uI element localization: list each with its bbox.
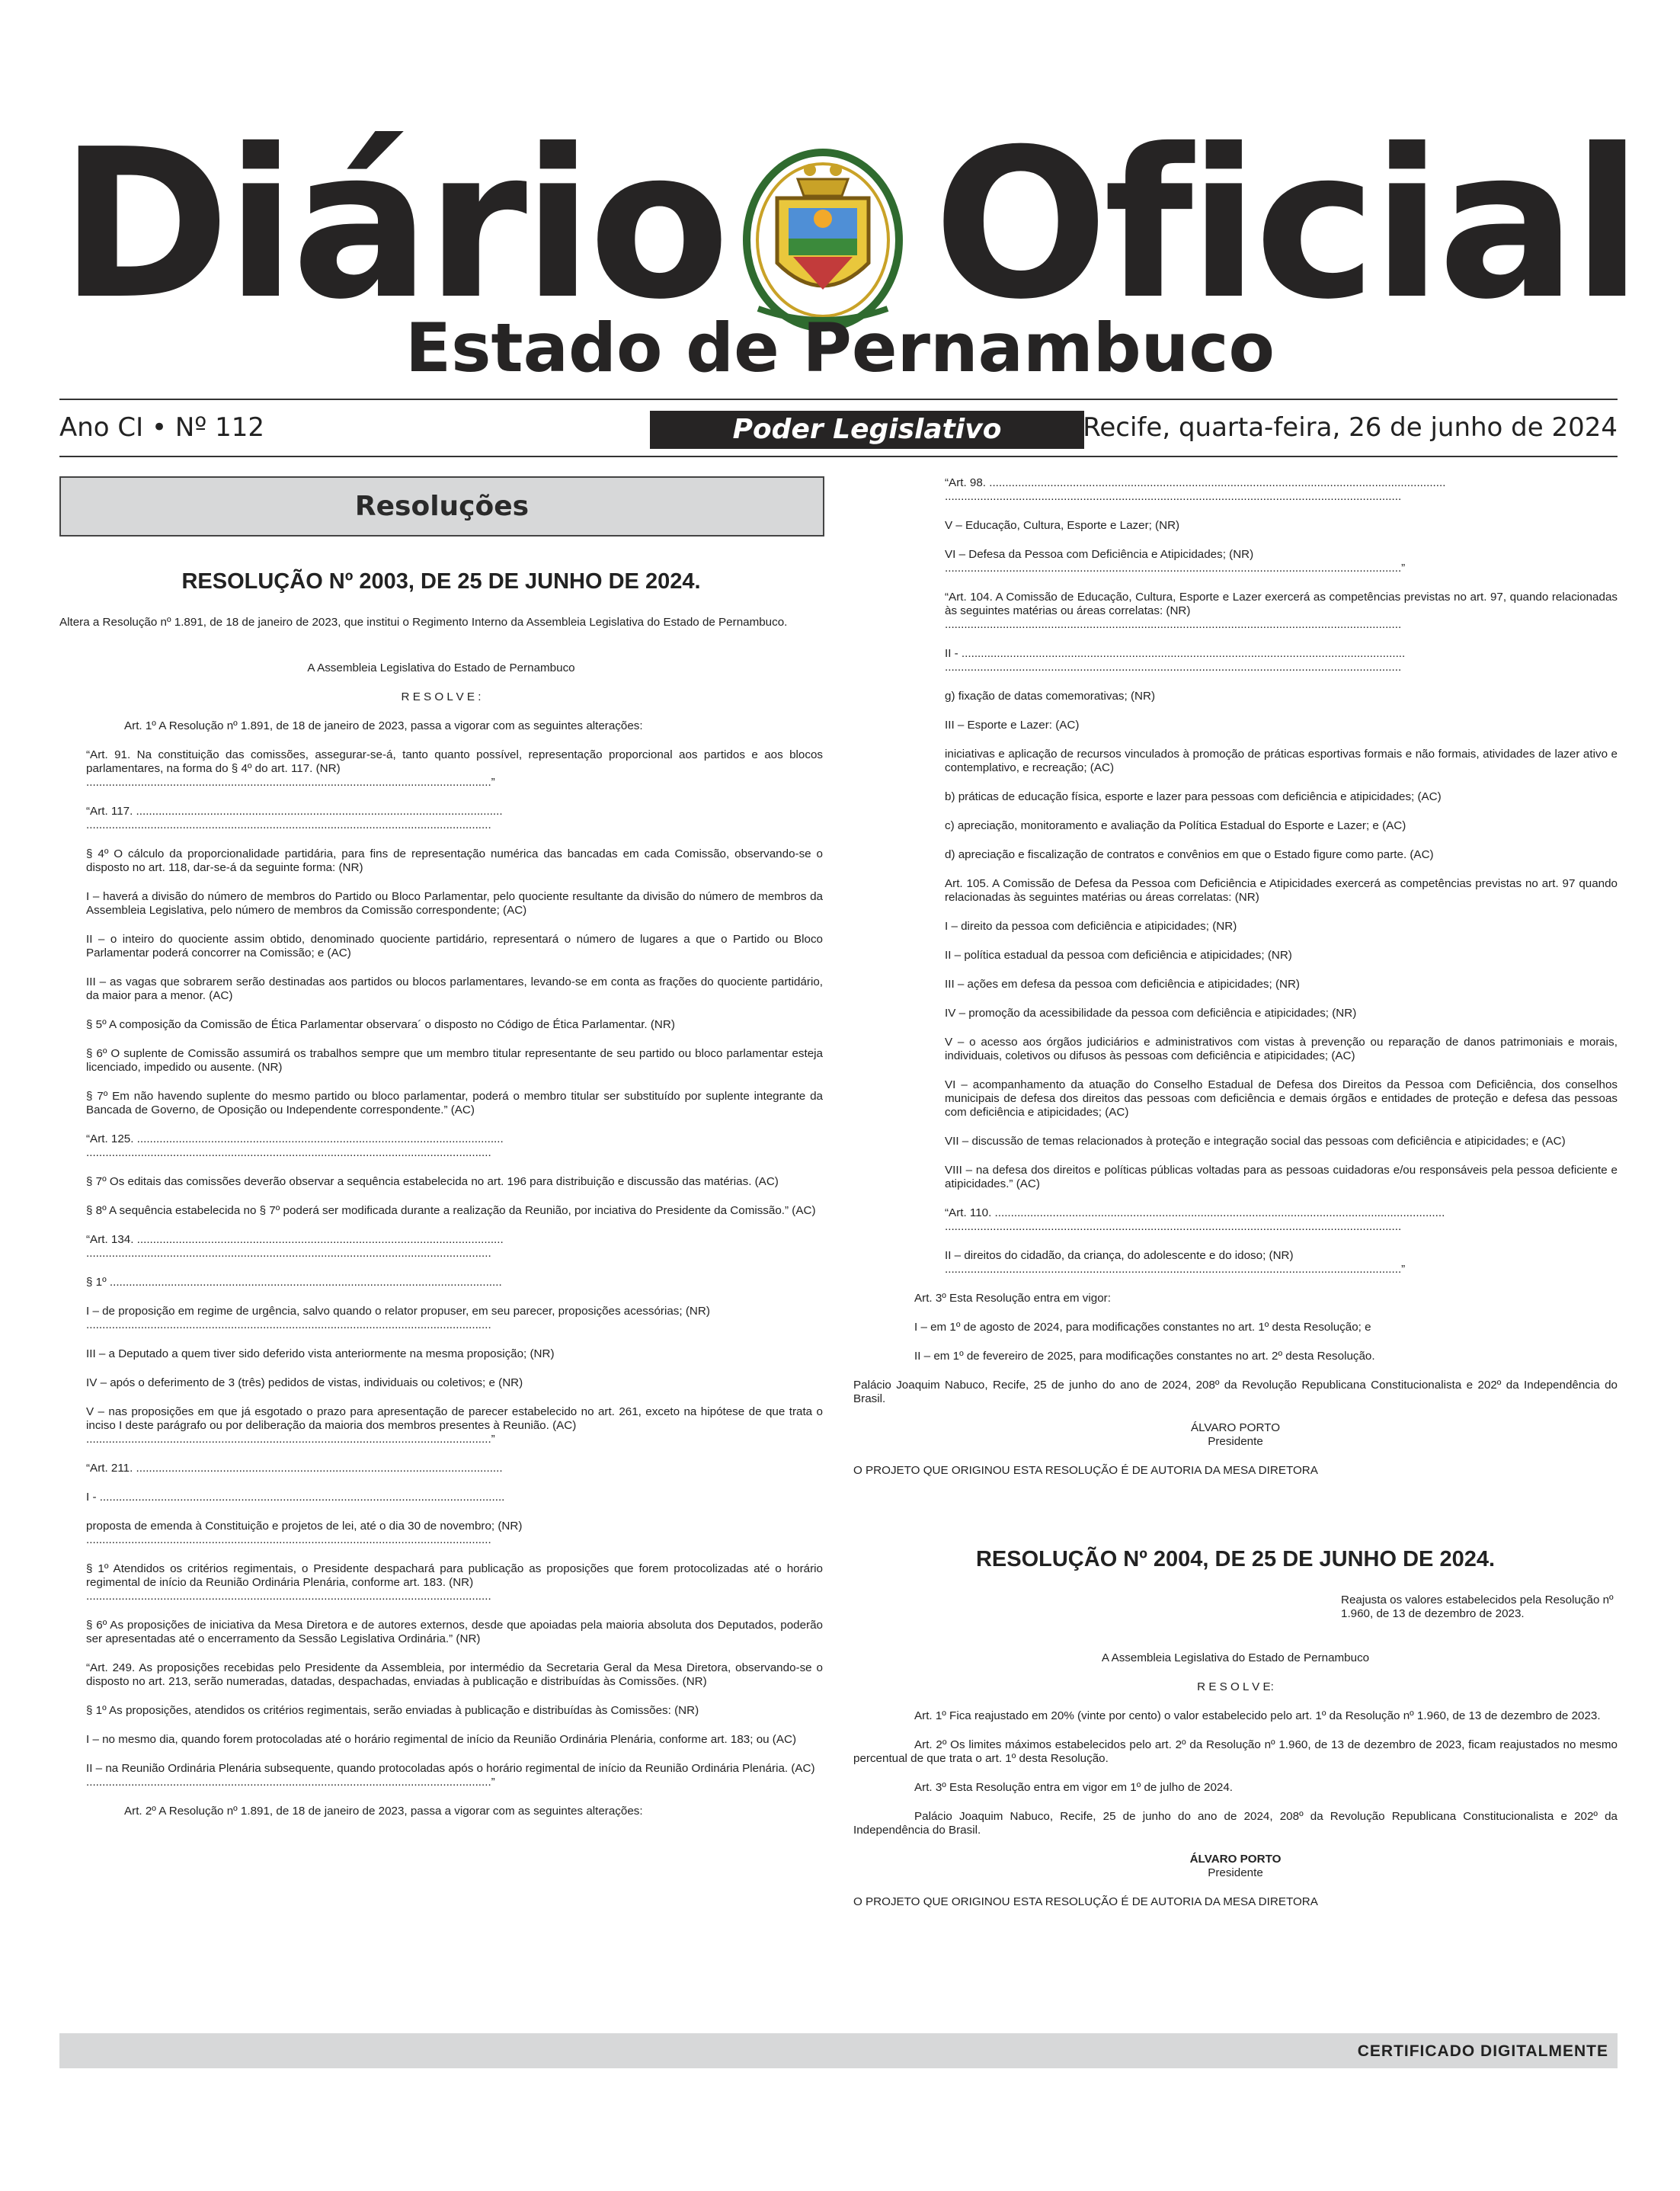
res2-article-2: Art. 2º Os limites máximos estabelecidos pelo art. 2º da Resolução nº 1.960, de 13 de dezembro de 2023, ficam reajustados no mesmo percentual de que trata o art. 1º desta Resolução. — [853, 1738, 1618, 1765]
amendment-paragraph: “Art. 110. ............................................................................................................................................ .............................................................................................................................................. — [945, 1206, 1445, 1233]
edition-number: Ano CI • Nº 112 — [59, 412, 265, 443]
amendment-paragraph: b) práticas de educação física, esporte e lazer para pessoas com deficiência e atipicidades; (AC) — [945, 790, 1442, 803]
article-3-item-ii: II – em 1º de fevereiro de 2025, para modificações constantes no art. 2º desta Resolução. — [914, 1350, 1375, 1363]
amendment-paragraph: II – o inteiro do quociente assim obtido, denominado quociente partidário, representará o número de lugares a que o Partido ou Bloco Parlamentar poderá concorrer na Comissão; e (AC) — [86, 933, 823, 959]
palace-signature-line: Palácio Joaquim Nabuco, Recife, 25 de junho do ano de 2024, 208º da Revolução Republicana Constitucionalista e 202º da Independência do Brasil. — [853, 1379, 1618, 1405]
article-1: Art. 1º A Resolução nº 1.891, de 18 de janeiro de 2023, passa a vigorar com as seguintes alterações: — [124, 719, 643, 732]
amendment-paragraph: iniciativas e aplicação de recursos vinculados à promoção de práticas esportivas formais e não formais, atividades de lazer ativo e contemplativo, e recreação; (AC) — [945, 748, 1618, 774]
amendment-paragraph: I – direito da pessoa com deficiência e atipicidades; (NR) — [945, 920, 1237, 933]
resolve-line-2: R E S O L V E: — [1197, 1680, 1274, 1693]
amendment-paragraph: “Art. 117. .................................................................................................................. .............................................................................................................................. — [86, 805, 503, 831]
amendment-paragraph: VI – acompanhamento da atuação do Conselho Estadual de Defesa dos Direitos da Pessoa com Deficiência, dos conselhos municipais de defesa dos direitos das pessoas com deficiência e demais órgãos e entidades de proteção e defesa das pessoas com deficiência e atipicidades; (AC) — [945, 1078, 1618, 1119]
section-heading: Resoluções — [59, 476, 824, 537]
res2-palace-signature-line: Palácio Joaquim Nabuco, Recife, 25 de junho do ano de 2024, 208º da Revolução Republicana Constitucionalista e 202º da Independência do Brasil. — [853, 1810, 1618, 1837]
amendment-paragraph: “Art. 249. As proposições recebidas pelo Presidente da Assembleia, por intermédio da Secretaria Geral da Mesa Diretora, observando-se o disposto no art. 213, serão numeradas, datadas, despachadas, enviadas à publicação e distribuídas às Comissões. (NR) — [86, 1661, 823, 1688]
res2-origin-note: O PROJETO QUE ORIGINOU ESTA RESOLUÇÃO É DE AUTORIA DA MESA DIRETORA — [853, 1895, 1318, 1908]
origin-note: O PROJETO QUE ORIGINOU ESTA RESOLUÇÃO É DE AUTORIA DA MESA DIRETORA — [853, 1464, 1318, 1477]
amendment-paragraph: § 6º O suplente de Comissão assumirá os trabalhos sempre que um membro titular representante de seu partido ou bloco parlamentar esteja licenciado, impedido ou ausente. (NR) — [86, 1047, 823, 1074]
amendment-paragraph: VI – Defesa da Pessoa com Deficiência e Atipicidades; (NR) ..............................................................................................................................................” — [945, 548, 1406, 575]
amendment-paragraph: § 4º O cálculo da proporcionalidade partidária, para fins de representação numérica das bancadas em cada Comissão, observando-se o disposto no art. 118, dar-se-á da seguinte forma: (NR) — [86, 847, 823, 874]
res2-article-1: Art. 1º Fica reajustado em 20% (vinte por cento) o valor estabelecido pelo art. 1º da Resolução nº 1.960, de 13 de dezembro de 2023. — [914, 1709, 1601, 1722]
amendment-paragraph: I – no mesmo dia, quando forem protocoladas até o horário regimental de início da Reunião Ordinária Plenária, conforme art. 183; ou (AC) — [86, 1733, 797, 1746]
amendment-paragraph: VIII – na defesa dos direitos e políticas públicas voltadas para as pessoas cuidadoras e/ou responsáveis pela pessoa deficiente e atipicidades.” (AC) — [945, 1164, 1618, 1190]
amendment-paragraph: § 1º .......................................................................................................................... — [86, 1276, 502, 1289]
amendment-paragraph: V – nas proposições em que já esgotado o prazo para apresentação de parecer estabelecido no art. 261, exceto na hipótese de que trata o inciso I deste parágrafo ou por deliberação da maioria dos membros presentes à Reunião. (AC) ..............................................................................................................................” — [86, 1405, 823, 1446]
assembly-line-2: A Assembleia Legislativa do Estado de Pernambuco — [1101, 1651, 1370, 1664]
amendment-paragraph: “Art. 104. A Comissão de Educação, Cultura, Esporte e Lazer exercerá as competências previstas no art. 97, quando relacionadas às seguintes matérias ou áreas correlatas: (NR) .............................................................................................................................................. — [945, 591, 1618, 631]
amendment-paragraph: “Art. 125. .................................................................................................................. .............................................................................................................................. — [86, 1132, 504, 1159]
digital-certification-label: CERTIFICADO DIGITALMENTE — [1357, 2042, 1608, 2060]
left-column — [59, 476, 823, 1834]
assembly-line: A Assembleia Legislativa do Estado de Pernambuco — [307, 661, 575, 674]
amendment-paragraph: d) apreciação e fiscalização de contratos e convênios em que o Estado figure como parte. (AC) — [945, 848, 1434, 861]
article-2: Art. 2º A Resolução nº 1.891, de 18 de janeiro de 2023, passa a vigorar com as seguintes alterações: — [124, 1805, 643, 1818]
amendment-paragraph: § 7º Em não havendo suplente do mesmo partido ou bloco parlamentar, poderá o membro titular ser substituído por suplente integrante da Bancada de Governo, de Oposição ou Independente correspondente.” (AC) — [86, 1090, 823, 1116]
header-rule-bottom — [59, 456, 1618, 457]
masthead-title-left: Diário — [59, 104, 726, 344]
amendment-paragraph: II – na Reunião Ordinária Plenária subsequente, quando protocoladas após o horário regimental de início da Reunião Ordinária Plenária. (AC) ..............................................................................................................................” — [86, 1762, 815, 1789]
amendment-paragraph: § 8º A sequência estabelecida no § 7º poderá ser modificada durante a realização da Reunião, por inciativa do Presidente da Comissão.” (AC) — [86, 1204, 816, 1217]
masthead-subtitle: Estado de Pernambuco — [405, 309, 1275, 387]
masthead-title-right: Oficial — [933, 104, 1638, 344]
amendment-paragraph: § 1º Atendidos os critérios regimentais, o Presidente despachará para publicação as proposições que forem protocolizadas até o horário regimental de início da Reunião Ordinária Plenária, conforme art. 183. (NR) .............................................................................................................................. — [86, 1562, 823, 1603]
amendment-paragraph: proposta de emenda à Constituição e projetos de lei, até o dia 30 de novembro; (NR) .............................................................................................................................. — [86, 1520, 523, 1546]
res2-signer-name: ÁLVARO PORTO — [1189, 1853, 1282, 1866]
article-3-block — [853, 1292, 1618, 1363]
resolution-title-2: RESOLUÇÃO Nº 2004, DE 25 DE JUNHO DE 2024. — [975, 1547, 1496, 1571]
section-power-label: Poder Legislativo — [650, 411, 1084, 449]
amendment-paragraph: VII – discussão de temas relacionados à proteção e integração social das pessoas com deficiência e atipicidades; e (AC) — [945, 1135, 1566, 1148]
amendment-paragraph: III – as vagas que sobrarem serão destinadas aos partidos ou blocos parlamentares, levando-se em conta as frações do quociente partidário, da maior para a menor. (AC) — [86, 975, 823, 1002]
right-column — [853, 476, 1618, 1924]
header-rule-top — [59, 399, 1618, 400]
amendment-paragraph: III – Esporte e Lazer: (AC) — [945, 719, 1080, 732]
info-bar — [59, 408, 1618, 446]
amendment-paragraph: II – política estadual da pessoa com deficiência e atipicidades; (NR) — [945, 949, 1292, 962]
amendment-paragraph: “Art. 91. Na constituição das comissões, assegurar-se-á, tanto quanto possível, representação proporcional aos partidos e aos blocos parlamentares, na forma do § 4º do art. 117. (NR) ..............................................................................................................................” — [86, 748, 823, 789]
res2-article-3: Art. 3º Esta Resolução entra em vigor em 1º de julho de 2024. — [914, 1781, 1234, 1794]
amendment-paragraph: I - .............................................................................................................................. — [86, 1491, 505, 1504]
amendment-paragraph: g) fixação de datas comemorativas; (NR) — [945, 690, 1156, 703]
amendment-paragraph: “Art. 98. .............................................................................................................................................. .............................................................................................................................................. — [945, 476, 1446, 503]
amendment-paragraph: I – haverá a divisão do número de membros do Partido ou Bloco Parlamentar, pelo quociente resultante da divisão do número de membros da Assembleia Legislativa, pelo número de membros da Comissão correspondente; (AC) — [86, 890, 823, 917]
amendment-paragraph: § 7º Os editais das comissões deverão observar a sequência estabelecida no art. 196 para distribuição e discussão das matérias. (AC) — [86, 1175, 779, 1188]
footer-bar — [59, 2033, 1618, 2068]
amendment-paragraph: c) apreciação, monitoramento e avaliação da Política Estadual do Esporte e Lazer; e (AC) — [945, 819, 1406, 832]
amendment-paragraph: II - .......................................................................................................................................... .............................................................................................................................................. — [945, 647, 1406, 674]
amendment-paragraph: V – Educação, Cultura, Esporte e Lazer; (NR) — [945, 519, 1180, 532]
amendment-paragraph: II – direitos do cidadão, da criança, do adolescente e do idoso; (NR) ..............................................................................................................................................” — [945, 1249, 1406, 1276]
amendment-paragraph: § 6º As proposições de iniciativa da Mesa Diretora e de autores externos, desde que apoiadas pela maioria absoluta dos Deputados, poderão ser apresentadas até o encerramento da Sessão Legislativa Ordinária.” (NR) — [86, 1619, 823, 1645]
article-3: Art. 3º Esta Resolução entra em vigor: — [914, 1292, 1111, 1305]
article-3-item-i: I – em 1º de agosto de 2024, para modificações constantes no art. 1º desta Resolução; e — [914, 1321, 1371, 1334]
resolution-title: RESOLUÇÃO Nº 2003, DE 25 DE JUNHO DE 2024. — [181, 569, 701, 594]
amendment-paragraph: “Art. 134. .................................................................................................................. .............................................................................................................................. — [86, 1233, 504, 1260]
resolution-ementa: Altera a Resolução nº 1.891, de 18 de janeiro de 2023, que institui o Regimento Interno da Assembleia Legislativa do Estado de Pernambuco. — [59, 616, 788, 629]
publication-date: Recife, quarta-feira, 26 de junho de 2024 — [1083, 412, 1618, 443]
amendment-paragraph: III – a Deputado a quem tiver sido deferido vista anteriormente na mesma proposição; (NR) — [86, 1347, 555, 1360]
amendment-paragraph: § 1º As proposições, atendidos os critérios regimentais, serão enviadas à publicação e distribuídas às Comissões: (NR) — [86, 1704, 699, 1717]
amendments-list — [59, 748, 823, 1789]
amendment-paragraph: IV – promoção da acessibilidade da pessoa com deficiência e atipicidades; (NR) — [945, 1007, 1357, 1020]
signer-role: Presidente — [1208, 1435, 1263, 1448]
amendment-paragraph: V – o acesso aos órgãos judiciários e administrativos com vistas à prevenção ou reparação de danos patrimoniais e morais, individuais, coletivos ou difusos às pessoas com deficiência e atipicidades; (AC) — [945, 1036, 1618, 1062]
amendment-paragraph: “Art. 211. .................................................................................................................. — [86, 1462, 503, 1475]
resolve-line: R E S O L V E : — [401, 690, 482, 703]
signer-name: ÁLVARO PORTO — [1190, 1421, 1281, 1434]
res2-signer-role: Presidente — [1208, 1866, 1263, 1879]
continued-amendments — [853, 476, 1618, 1276]
resolution-ementa-2: Reajusta os valores estabelecidos pela Resolução nº 1.960, de 13 de dezembro de 2023. — [1341, 1594, 1614, 1620]
amendment-paragraph: IV – após o deferimento de 3 (três) pedidos de vistas, individuais ou coletivos; e (NR) — [86, 1376, 523, 1389]
amendment-paragraph: I – de proposição em regime de urgência, salvo quando o relator propuser, em seu parecer, proposições acessórias; (NR) .............................................................................................................................. — [86, 1305, 710, 1331]
amendment-paragraph: § 5º A composição da Comissão de Ética Parlamentar observara´ o disposto no Código de Ética Parlamentar. (NR) — [86, 1018, 675, 1031]
amendment-paragraph: Art. 105. A Comissão de Defesa da Pessoa com Deficiência e Atipicidades exercerá as competências previstas no art. 97 quando relacionadas às seguintes matérias ou áreas correlatas: (NR) — [945, 877, 1618, 904]
amendment-paragraph: III – ações em defesa da pessoa com deficiência e atipicidades; (NR) — [945, 978, 1300, 991]
masthead — [0, 104, 1680, 344]
